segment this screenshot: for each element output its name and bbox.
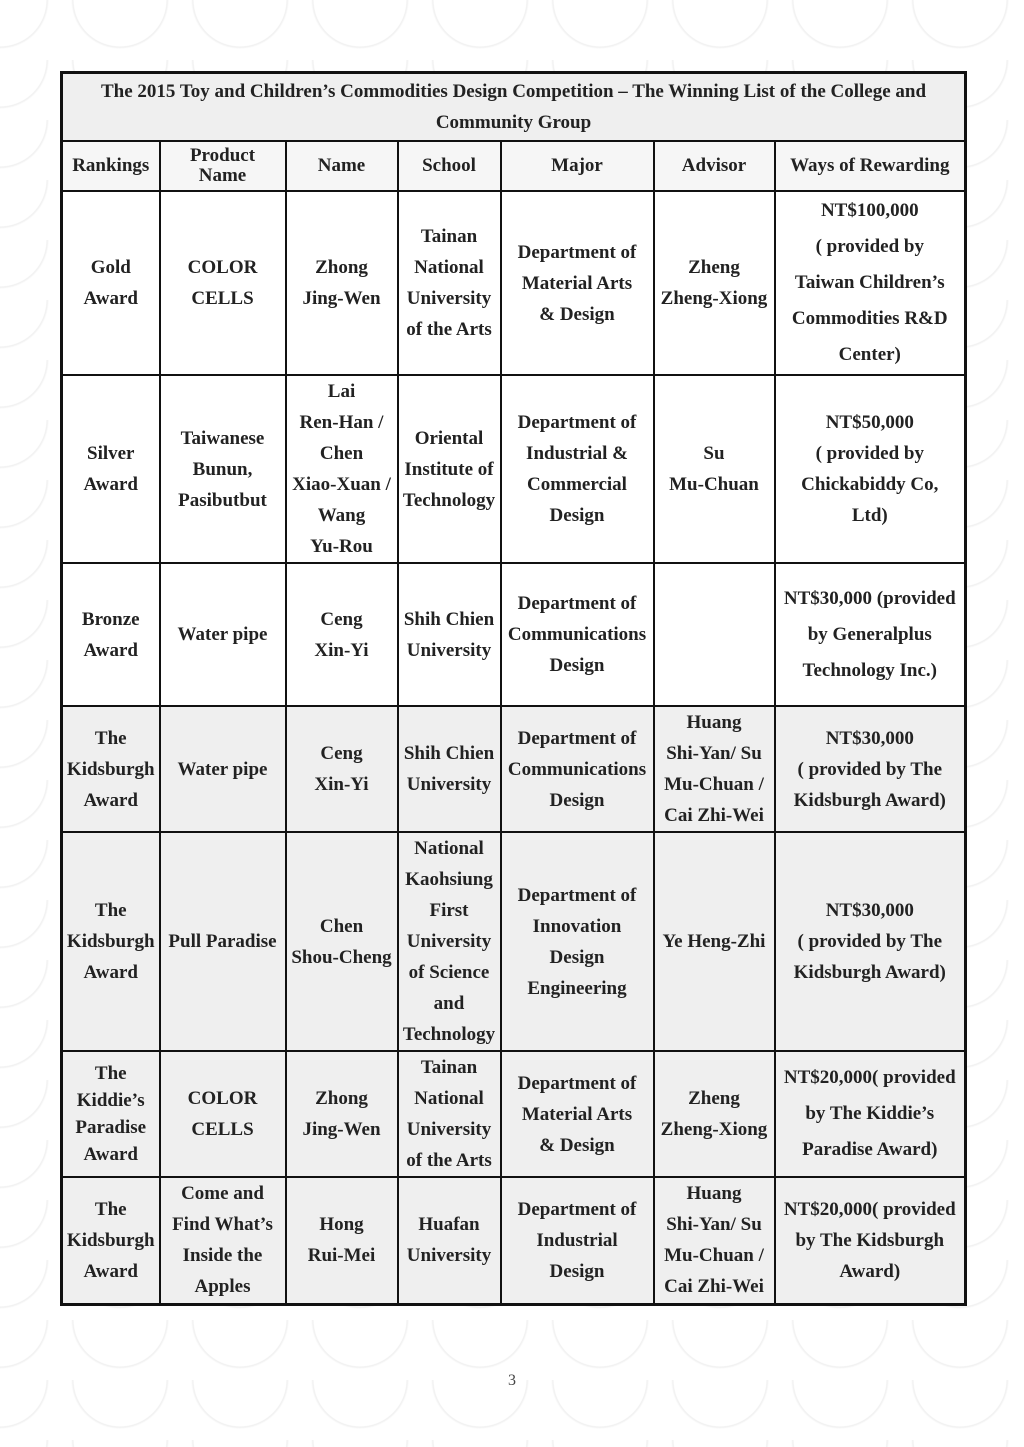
- ranking-cell: The Kidsburgh Award: [62, 706, 160, 832]
- school-cell: National Kaohsiung First University of Science and Technology: [398, 832, 501, 1051]
- ranking-cell: The Kidsburgh Award: [62, 832, 160, 1051]
- table-row: [62, 563, 966, 706]
- advisor-cell: Zheng Zheng-Xiong: [654, 1051, 775, 1177]
- major-cell: Department of Industrial & Commercial Design: [501, 375, 654, 563]
- column-header-major: Major: [501, 141, 654, 191]
- product-cell: COLOR CELLS: [160, 191, 286, 375]
- winners-table: [60, 71, 967, 1306]
- reward-cell: NT$100,000 ( provided by Taiwan Children’s Commodities R&D Center): [775, 191, 966, 375]
- ranking-cell: Silver Award: [62, 375, 160, 563]
- name-cell: Hong Rui-Mei: [286, 1177, 398, 1304]
- ranking-cell: The Kidsburgh Award: [62, 1177, 160, 1304]
- table-row: [62, 1051, 966, 1177]
- reward-cell: NT$20,000( provided by The Kiddie’s Paradise Award): [775, 1051, 966, 1177]
- major-cell: Department of Innovation Design Engineering: [501, 832, 654, 1051]
- table-row: [62, 1177, 966, 1304]
- name-cell: Zhong Jing-Wen: [286, 191, 398, 375]
- school-cell: Tainan National University of the Arts: [398, 1051, 501, 1177]
- column-header-school: School: [398, 141, 501, 191]
- name-cell: Ceng Xin-Yi: [286, 563, 398, 706]
- name-cell: Zhong Jing-Wen: [286, 1051, 398, 1177]
- reward-cell: NT$30,000 (provided by Generalplus Technology Inc.): [775, 563, 966, 706]
- school-cell: Oriental Institute of Technology: [398, 375, 501, 563]
- name-cell: Chen Shou-Cheng: [286, 832, 398, 1051]
- product-cell: Come and Find What’s Inside the Apples: [160, 1177, 286, 1304]
- ranking-cell: Bronze Award: [62, 563, 160, 706]
- product-cell: Taiwanese Bunun, Pasibutbut: [160, 375, 286, 563]
- column-header-ways-of-rewarding: Ways of Rewarding: [775, 141, 966, 191]
- major-cell: Department of Communications Design: [501, 706, 654, 832]
- ranking-cell: The Kiddie’s Paradise Award: [62, 1051, 160, 1177]
- column-header-name: Name: [286, 141, 398, 191]
- table-row: [62, 706, 966, 832]
- header-row: [62, 141, 966, 191]
- column-header-product-name: Product Name: [160, 141, 286, 191]
- name-cell: Lai Ren-Han / Chen Xiao-Xuan / Wang Yu-Rou: [286, 375, 398, 563]
- school-cell: Huafan University: [398, 1177, 501, 1304]
- school-cell: Shih Chien University: [398, 563, 501, 706]
- advisor-cell: Zheng Zheng-Xiong: [654, 191, 775, 375]
- table-title: The 2015 Toy and Children’s Commodities Design Competition – The Winning List of the College and Community Group: [62, 73, 966, 142]
- table-row: [62, 375, 966, 563]
- school-cell: Tainan National University of the Arts: [398, 191, 501, 375]
- advisor-cell: Ye Heng-Zhi: [654, 832, 775, 1051]
- product-cell: Pull Paradise: [160, 832, 286, 1051]
- page-number: 3: [508, 1372, 516, 1389]
- table-row: [62, 832, 966, 1051]
- reward-cell: NT$30,000 ( provided by The Kidsburgh Award): [775, 832, 966, 1051]
- advisor-cell: Huang Shi-Yan/ Su Mu-Chuan / Cai Zhi-Wei: [654, 1177, 775, 1304]
- table-row: [62, 191, 966, 375]
- name-cell: Ceng Xin-Yi: [286, 706, 398, 832]
- column-header-rankings: Rankings: [62, 141, 160, 191]
- major-cell: Department of Communications Design: [501, 563, 654, 706]
- school-cell: Shih Chien University: [398, 706, 501, 832]
- product-cell: COLOR CELLS: [160, 1051, 286, 1177]
- product-cell: Water pipe: [160, 706, 286, 832]
- major-cell: Department of Industrial Design: [501, 1177, 654, 1304]
- ranking-cell: Gold Award: [62, 191, 160, 375]
- reward-cell: NT$30,000 ( provided by The Kidsburgh Award): [775, 706, 966, 832]
- advisor-cell: [654, 563, 775, 706]
- reward-cell: NT$20,000( provided by The Kidsburgh Award): [775, 1177, 966, 1304]
- major-cell: Department of Material Arts & Design: [501, 1051, 654, 1177]
- advisor-cell: Huang Shi-Yan/ Su Mu-Chuan / Cai Zhi-Wei: [654, 706, 775, 832]
- product-cell: Water pipe: [160, 563, 286, 706]
- major-cell: Department of Material Arts & Design: [501, 191, 654, 375]
- column-header-advisor: Advisor: [654, 141, 775, 191]
- reward-cell: NT$50,000 ( provided by Chickabiddy Co, Ltd): [775, 375, 966, 563]
- advisor-cell: Su Mu-Chuan: [654, 375, 775, 563]
